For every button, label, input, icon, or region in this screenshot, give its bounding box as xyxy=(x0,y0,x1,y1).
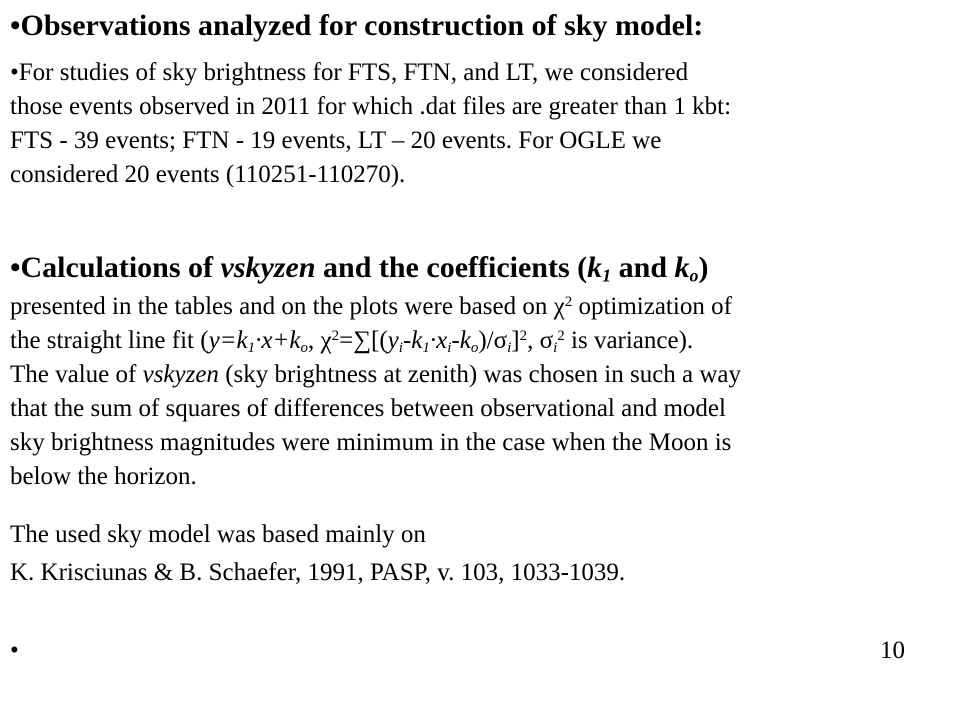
paragraph-line: FTS - 39 events; FTN - 19 events, LT – 20 events. For OGLE we xyxy=(10,127,662,154)
superscript-2: 2 xyxy=(564,293,573,310)
formula-eq: = xyxy=(219,327,237,354)
paragraph-line: considered 20 events (110251-110270). xyxy=(10,161,406,188)
subscript-1: 1 xyxy=(602,265,612,286)
formula-minus: - xyxy=(451,327,460,354)
vskyzen-term: vskyzen xyxy=(142,361,219,388)
paragraph-text: (sky brightness at zenith) was chosen in such a way xyxy=(218,361,742,388)
formula-minus: - xyxy=(402,327,412,354)
subscript-o: o xyxy=(300,339,308,356)
paragraph-observations xyxy=(10,56,950,192)
heading-text: and xyxy=(611,251,675,284)
bullet: • xyxy=(10,251,21,284)
reference-citation: K. Krisciunas & B. Schaefer, 1991, PASP, v. 103, 1033-1039. xyxy=(10,559,626,586)
heading-text: Calculations of xyxy=(20,251,221,284)
chi-symbol: χ xyxy=(553,293,565,320)
paragraph-line: below the horizon. xyxy=(10,463,197,490)
formula-k: k xyxy=(459,327,471,354)
subscript-i: i xyxy=(507,339,512,356)
vskyzen-term: vskyzen xyxy=(220,251,316,284)
heading-calculations xyxy=(10,250,950,286)
subscript-i: i xyxy=(398,339,403,356)
formula-x: ·x xyxy=(429,327,448,354)
subscript-i: i xyxy=(447,339,452,356)
bullet: • xyxy=(10,9,21,42)
subscript-1: 1 xyxy=(247,339,256,356)
formula-k: k xyxy=(236,327,248,354)
formula-bracket: ] xyxy=(511,327,520,354)
empty-bullet: • xyxy=(10,637,19,664)
paragraph-line: that the sum of squares of differences between observational and model xyxy=(10,395,726,422)
heading-observations xyxy=(10,8,950,44)
superscript-2: 2 xyxy=(557,327,565,344)
formula-sum: =∑[( xyxy=(339,327,388,354)
paragraph-text: the straight line fit ( xyxy=(10,327,209,354)
formula-k: k xyxy=(289,327,301,354)
formula-y: y xyxy=(387,327,399,354)
chi-symbol: χ xyxy=(320,327,332,354)
paragraph-calculations xyxy=(10,290,950,494)
paragraph-text: The value of xyxy=(10,361,143,388)
subscript-1: 1 xyxy=(422,339,430,356)
subscript-o: o xyxy=(470,339,479,356)
formula-y: y xyxy=(208,327,220,354)
formula-k: k xyxy=(411,327,423,354)
formula-sigma: )/σ xyxy=(478,327,508,354)
k-symbol: k xyxy=(674,251,690,284)
paragraph-sky-model: The used sky model was based mainly on xyxy=(10,521,426,548)
paragraph-text: is variance). xyxy=(564,327,694,354)
paragraph-line: For studies of sky brightness for FTS, FTN, and LT, we considered xyxy=(18,59,689,86)
superscript-2: 2 xyxy=(331,327,340,344)
formula-line xyxy=(10,327,693,354)
heading-text: ) xyxy=(698,251,709,284)
formula-x: ·x+ xyxy=(255,327,290,354)
paragraph-line: sky brightness magnitudes were minimum in the case when the Moon is xyxy=(10,429,732,456)
bullet: • xyxy=(10,59,19,86)
formula-comma: , xyxy=(307,327,321,354)
paragraph-text: optimization of xyxy=(572,293,732,320)
page-number: 10 xyxy=(880,637,905,664)
formula-sigma: , σ xyxy=(527,327,554,354)
subscript-i: i xyxy=(553,339,558,356)
heading-observations-text: Observations analyzed for construction of sky model: xyxy=(20,9,704,42)
paragraph-text: presented in the tables and on the plots were based on xyxy=(10,293,554,320)
k-symbol: k xyxy=(587,251,603,284)
heading-text: and the coefficients ( xyxy=(315,251,588,284)
superscript-2: 2 xyxy=(519,327,528,344)
subscript-o: o xyxy=(689,265,699,286)
paragraph-line: those events observed in 2011 for which .dat files are greater than 1 kbt: xyxy=(10,93,732,120)
